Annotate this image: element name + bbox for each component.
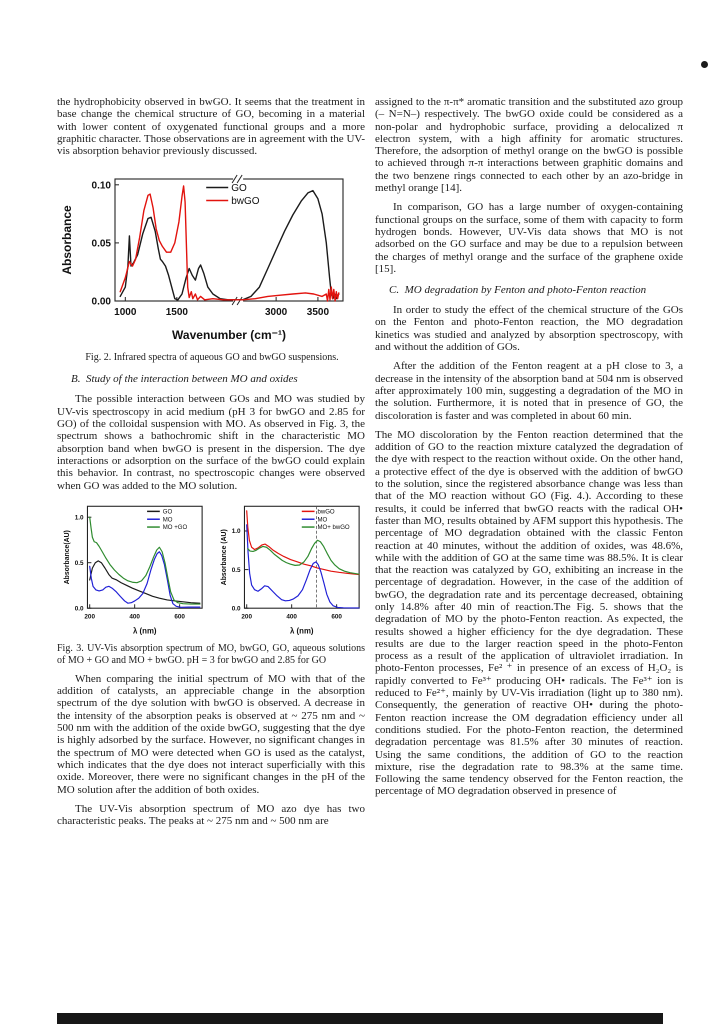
paragraph-hydrogen-bonds: In comparison, GO has a large number of oxygen-containing functional groups on the surface, some of them with capacity to form hydrogen bonds. However, UV-Vis data shows that MO is not adsorbed on the GO surface and may be due to a repulsion between the charges of methyl orange and the surface of the graphene oxide [15]. [375,201,683,275]
scan-artifact-dot [701,61,708,68]
svg-text:200: 200 [84,613,96,621]
svg-text:MO+ bwGO: MO+ bwGO [317,525,350,532]
left-column [57,96,365,834]
uvvis-spectrum-chart-bwgo [218,499,365,639]
svg-text:600: 600 [331,613,342,621]
svg-text:MO: MO [317,517,328,524]
right-column [375,96,683,834]
svg-text:400: 400 [286,613,297,621]
svg-text:1.0: 1.0 [231,528,241,536]
figure-2-caption: Fig. 2. Infrared spectra of aqueous GO and bwGO suspensions. [85,352,339,364]
svg-text:MO +GO: MO +GO [162,525,188,532]
svg-text:200: 200 [241,613,253,621]
svg-text:600: 600 [174,613,185,621]
figure-3-caption: Fig. 3. UV-Vis absorption spectrum of MO, bwGO, GO, aqueous solutions of MO + GO and MO + bwGO. pH = 3 for bwGO and 2.85 for GO [57,642,365,666]
svg-text:0.00: 0.00 [91,296,111,308]
svg-text:1500: 1500 [165,307,188,319]
paragraph-fenton-study: In order to study the effect of the chemical structure of the GOs on the Fenton and photo-Fenton reaction, the MO degradation kinetics was studied and analyzed by absorption spectroscopy, with and without the addition of GOs. [375,304,683,354]
paragraph-comparison: When comparing the initial spectrum of MO with that of the addition of catalysts, an appreciable change in the absorption spectrum of the dye solution with bwGO is observed. A decrease in the intensity of the absorption peaks is observed at ~ 275 nm and ~ 500 nm with the addition of the oxide bwGO, suggesting that the dye is highly adsorbed by the surface. However, no significant changes in the spectrum of MO were detected when GO is used as the catalyst, which indicates that the dye does not interact superficially with this oxide. Moreover, there were no significant changes in the pH of the MO solution after the addition of both oxides. [57,672,365,796]
svg-text:400: 400 [129,613,140,621]
svg-text:3000: 3000 [264,307,288,319]
svg-text:bwGO: bwGO [231,196,260,208]
svg-text:λ (nm): λ (nm) [290,626,314,636]
paragraph-hydrophobicity: the hydrophobicity observed in bwGO. It seems that the treatment in base change the chemical structure of GO, becoming in a material with lower content of oxygenated functional groups and a more graphitic character. Those observations are in agreement with the UV-vis absorption behavior previously discussed. [57,96,365,158]
svg-text:MO: MO [162,517,173,524]
svg-text:0.10: 0.10 [91,180,111,192]
paragraph-fenton-reagent: After the addition of the Fenton reagent at a pH close to 3, a decrease in the intensity of the absorption band at 504 nm is observed after approximately 100 min, suggesting a degradation of the MO in the solution. Furthermore, it is noted that in presence of GO, the discoloration is faster and was completed in about 60 min. [375,360,683,422]
svg-text:Absorbance (AU): Absorbance (AU) [220,529,228,586]
svg-text:Absorbance(AU): Absorbance(AU) [63,530,71,585]
scan-edge-bar [57,1013,663,1024]
figure-3-panels [61,499,365,639]
paragraph-discoloration-results: The MO discoloration by the Fenton reaction determined that the addition of GO to the reaction mixture catalyzed the degradation of the dye with respect to the reaction without oxide. On the other hand, a protective effect of the dye is observed with the addition of bwGO to the solution, since the registered absorbance change was less than that of the MO reaction without GO (Fig. 4.). According to these results, it could be inferred that bwGO reacts with the radical OH• faster than MO, results obtained by AFM support this hypothesis. The percentage of MO degradation obtained with the classic Fenton reaction at 40 minutes, without the addition of oxides, was 48.6%, while with the addition of GO at the same time was 88.5%. It is clear that the reaction was catalyzed by GO, exhibiting an increase in the percentage of degradation. However, in the case of the addition of bwGO, the degradation rate and its percentage decreased, obtaining only 14.8% after 40 min of reaction.The Fig. 5. shows that the degradation of MO by the photo-Fenton reaction. As expected, the results showed a higher efficiency for the dye degradation. These results are due to the larger reaction speed in the photo-Fenton process as a result of the application of ultraviolet irradiation. In photo-Fenton processes, Fe² ⁺ in presence of an excess of H₂O₂ is rapidly converted to Fe³⁺ producing OH• radicals. The Fe³⁺ ion is reduced to Fe²⁺, mainly by UV-Vis irradiation (light up to 380 nm). Consequently, the generation of reactive OH• during the photo-Fenton reaction increase the OM degradation efficiency under all conditions studied. For the photo-Fenton reaction, the determined degradation percentage was 81.5% after 30 minutes of reaction. Using the same conditions, the addition of GO to the reaction mixture, rise the degradation rate to 98.3% at the same time. Following the same tendency observed for the Fenton reaction, the percentage of MO degradation observed in presence of [375,428,683,798]
svg-text:0.5: 0.5 [231,566,241,574]
svg-text:0.5: 0.5 [74,559,84,567]
section-heading-c: C. MO degradation by Fenton and photo-Fenton reaction [389,284,647,297]
svg-text:Wavenumber (cm⁻¹): Wavenumber (cm⁻¹) [172,328,286,343]
paragraph-pi-transition: assigned to the π-π* aromatic transition and the substituted azo group (– N=N–) respectively. The bwGO oxide could be considered as a non-polar and hydrophobic surface, providing a delocalized π electron system, with a high affinity for aromatic structures. Therefore, the adsorption of methyl orange on the bwGO is possible to achieved through π-π interactions between graphitic domains and the two benzene rings connected to each other by an azo-bridge in methyl orange [14]. [375,96,683,195]
svg-text:1000: 1000 [114,307,137,319]
paragraph-interaction: The possible interaction between GOs and MO was studied by UV-vis spectroscopy in acid medium (pH 3 for bwGO and 2.85 for GO) of the colloidal suspension with MO. As observed in Fig. 3, the spectrum shows a bathochromic shift in the characteristic MO absorption band when bwGO is present in the dispersion. The dye interactions or adsorption on the surface of the bwGO could explain this behavior. In contrast, no spectroscopic changes were observed when GO was added to the MO solution. [57,393,365,492]
figure-3 [57,499,365,667]
svg-text:GO: GO [231,183,247,195]
ir-spectra-chart [59,169,351,343]
uvvis-spectrum-chart-go [61,499,208,639]
figure-2 [59,169,365,364]
svg-text:λ (nm): λ (nm) [133,626,157,636]
svg-text:bwGO: bwGO [317,509,335,516]
paragraph-mo-peaks: The UV-Vis absorption spectrum of MO azo dye has two characteristic peaks. The peaks at ~ 275 nm and ~ 500 nm are [57,802,365,828]
svg-text:0.0: 0.0 [74,605,84,613]
svg-text:0.0: 0.0 [231,605,241,613]
svg-text:3500: 3500 [306,307,330,319]
svg-text:Absorbance: Absorbance [60,205,74,276]
svg-text:1.0: 1.0 [74,514,84,522]
svg-text:GO: GO [162,509,173,516]
svg-text:0.05: 0.05 [91,238,111,250]
section-heading-b: B. Study of the interaction between MO and oxides [71,373,298,386]
